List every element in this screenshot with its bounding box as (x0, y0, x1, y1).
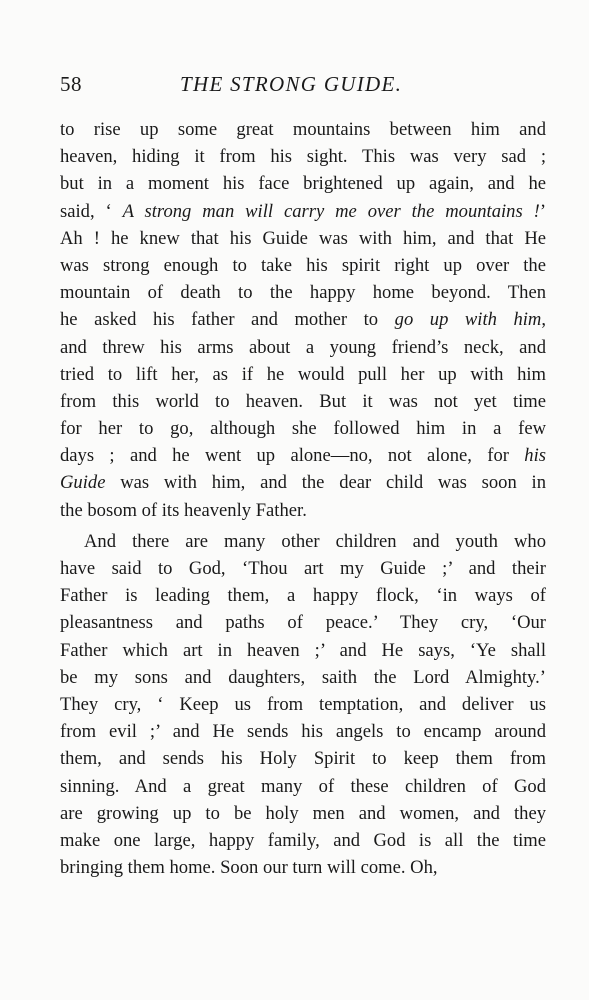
text-run: are growing up to be holy men and women, and they (60, 802, 546, 824)
text-run: be my sons and daughters, saith the Lord Almighty.’ (60, 666, 546, 688)
italic-text: A strong man will carry me over the mountains ! (122, 200, 540, 222)
text-run: said, ‘ (60, 200, 123, 222)
text-line (60, 609, 546, 636)
text-run: them, and sends his Holy Spirit to keep them from (60, 748, 546, 770)
text-run: make one large, happy family, and God is all the time (60, 829, 546, 851)
text-line (60, 252, 546, 279)
text-run: They cry, ‘ Keep us from temptation, and deliver us (60, 693, 546, 715)
text-run: but in a moment his face brightened up again, and he (60, 173, 546, 195)
text-line (60, 279, 546, 306)
text-run: , (541, 309, 546, 331)
page-header (60, 70, 546, 106)
text-line (60, 664, 546, 691)
text-line (60, 854, 546, 881)
text-line (60, 497, 546, 524)
text-line (60, 116, 546, 143)
text-run: Father which art in heaven ;’ and He says, ‘Ye shall (60, 639, 546, 661)
italic-text: Guide (60, 472, 106, 494)
text-run: to rise up some great mountains between him and (60, 119, 546, 140)
text-run: for her to go, although she followed him in a few (60, 418, 546, 440)
text-run: days ; and he went up alone—no, not alone, for (60, 445, 525, 467)
text-run: And there are many other children and youth who (84, 530, 546, 552)
italic-text: go up with him (394, 309, 542, 331)
text-line (60, 691, 546, 718)
text-line (60, 555, 546, 582)
text-line (60, 637, 546, 664)
body-text (60, 116, 546, 881)
text-run: he asked his father and mother to (60, 309, 395, 331)
text-line (60, 306, 546, 333)
text-line (60, 582, 546, 609)
text-line (60, 469, 546, 496)
text-line (60, 334, 546, 361)
paragraph (60, 528, 546, 881)
text-line (60, 773, 546, 800)
text-run: and threw his arms about a young friend’s neck, and (60, 336, 546, 358)
text-run: bringing them home. Soon our turn will come. Oh, (60, 857, 438, 879)
text-line (60, 225, 546, 252)
text-run: ’ (539, 200, 546, 222)
text-run: heaven, hiding it from his sight. This was very sad ; (60, 146, 546, 168)
text-run: mountain of death to the happy home beyond. Then (60, 282, 546, 304)
text-run: tried to lift her, as if he would pull her up with him (60, 363, 546, 385)
text-line (60, 528, 546, 555)
italic-text: his (524, 445, 546, 467)
text-run: from evil ;’ and He sends his angels to encamp around (60, 721, 546, 743)
text-run: pleasantness and paths of peace.’ They cry, ‘Our (60, 612, 546, 634)
text-run: was strong enough to take his spirit right up over the (60, 254, 546, 276)
text-line (60, 800, 546, 827)
text-run: have said to God, ‘Thou art my Guide ;’ and their (60, 558, 546, 579)
text-line (60, 170, 546, 197)
text-line (60, 198, 546, 225)
text-run: Ah ! he knew that his Guide was with him, and that He (60, 227, 546, 249)
text-run: sinning. And a great many of these children of God (60, 775, 546, 797)
text-line (60, 827, 546, 854)
text-line (60, 388, 546, 415)
text-line (60, 442, 546, 469)
text-line (60, 718, 546, 745)
text-run: from this world to heaven. But it was not yet time (60, 390, 546, 412)
text-line (60, 143, 546, 170)
text-run: was with him, and the dear child was soon in (105, 472, 546, 494)
text-line (60, 361, 546, 388)
page-number: 58 (60, 72, 82, 96)
paragraph (60, 116, 546, 524)
running-title: THE STRONG GUIDE. (180, 72, 403, 96)
text-run: the bosom of its heavenly Father. (60, 499, 307, 521)
text-line (60, 745, 546, 772)
text-run: Father is leading them, a happy flock, ‘in ways of (60, 585, 546, 607)
text-line (60, 415, 546, 442)
